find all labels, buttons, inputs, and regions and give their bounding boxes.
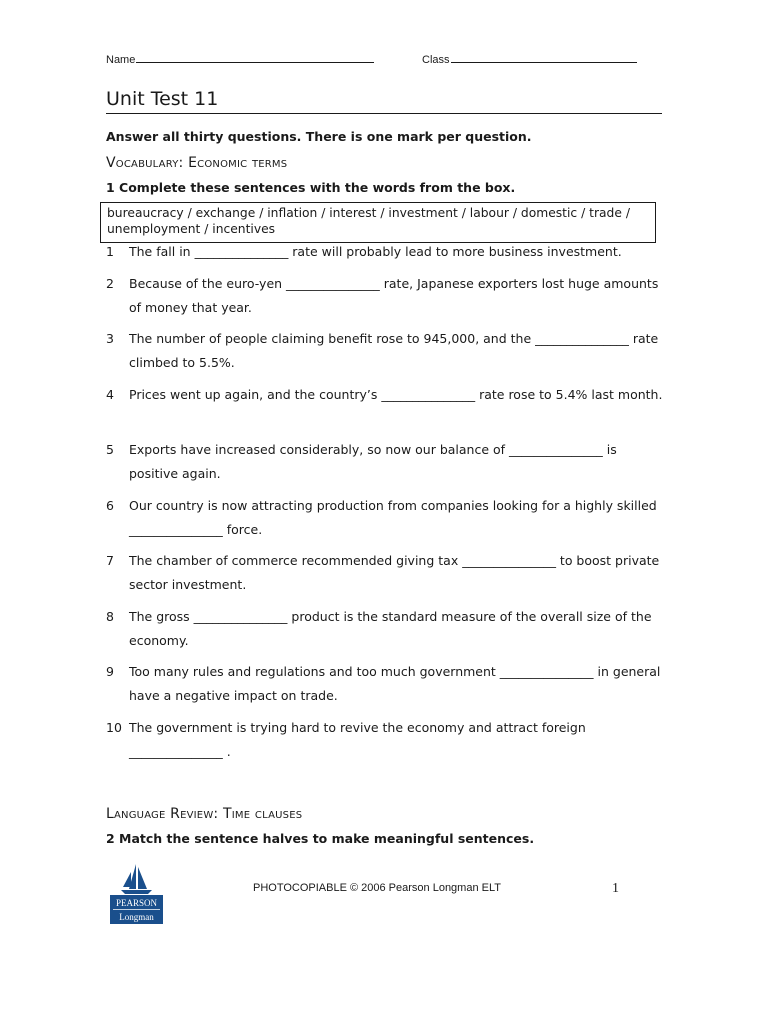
question-text[interactable]: Exports have increased considerably, so now our balance of _______________ is positive again. (129, 442, 617, 481)
logo-text-bottom: Longman (119, 912, 154, 922)
section-heading-vocabulary (106, 155, 287, 171)
question-text[interactable]: The number of people claiming benefit rose to 945,000, and the _______________ rate climbed to 5.5%. (129, 331, 659, 370)
copyright-notice: PHOTOCOPIABLE © 2006 Pearson Longman ELT (253, 882, 501, 894)
question-number: 8 (106, 609, 114, 624)
page-number: 1 (612, 881, 619, 896)
question-number: 10 (106, 720, 122, 735)
question-text[interactable]: Our country is now attracting production from companies looking for a highly skilled _______________ force. (129, 498, 657, 537)
question-text[interactable]: The fall in _______________ rate will probably lead to more business investment. (129, 244, 622, 259)
logo-icon (109, 862, 164, 924)
question-number: 1 (106, 244, 114, 259)
question-text[interactable]: Prices went up again, and the country’s _______________ rate rose to 5.4% last month. (129, 387, 663, 402)
question-text[interactable]: The gross _______________ product is the standard measure of the overall size of the economy. (129, 609, 652, 648)
section-heading-part1: Language Review (106, 806, 214, 822)
question-text[interactable]: The government is trying hard to revive the economy and attract foreign _______________ . (129, 720, 586, 759)
question-text[interactable]: Too many rules and regulations and too much government _______________ in general have a negative impact on trade. (129, 664, 661, 703)
section-heading-part1: Vocabulary (106, 155, 179, 171)
word-box: bureaucracy / exchange / inflation / interest / investment / labour / domestic / trade / unemployment / incentives (100, 202, 656, 243)
task-1-instruction: 1 Complete these sentences with the words from the box. (106, 180, 516, 195)
name-label: Name (106, 54, 136, 66)
title-divider (106, 113, 662, 114)
name-blank[interactable] (136, 52, 374, 63)
question-text[interactable]: The chamber of commerce recommended giving tax _______________ to boost private sector investment. (129, 553, 660, 592)
question-number: 6 (106, 498, 114, 513)
page-title: Unit Test 11 (106, 88, 219, 110)
question-number: 7 (106, 553, 114, 568)
class-label: Class (422, 54, 450, 66)
pearson-longman-logo (109, 862, 164, 924)
logo-text-top: PEARSON (115, 898, 158, 908)
question-text[interactable]: Because of the euro-yen _______________ rate, Japanese exporters lost huge amounts of money that year. (129, 276, 659, 315)
section-heading-sep: : (178, 155, 189, 171)
section-heading-part2: Time clauses (223, 806, 303, 822)
section-heading-language-review (106, 806, 302, 822)
question-number: 3 (106, 331, 114, 346)
question-number: 9 (106, 664, 114, 679)
class-blank[interactable] (451, 52, 637, 63)
class-field (422, 52, 637, 66)
name-field (106, 52, 374, 66)
section-heading-part2: Economic terms (188, 155, 288, 171)
question-number: 4 (106, 387, 114, 402)
general-instructions: Answer all thirty questions. There is one mark per question. (106, 129, 532, 144)
section-heading-sep: : (213, 806, 223, 822)
task-2-instruction: 2 Match the sentence halves to make meaningful sentences. (106, 831, 535, 846)
question-number: 2 (106, 276, 114, 291)
question-number: 5 (106, 442, 114, 457)
